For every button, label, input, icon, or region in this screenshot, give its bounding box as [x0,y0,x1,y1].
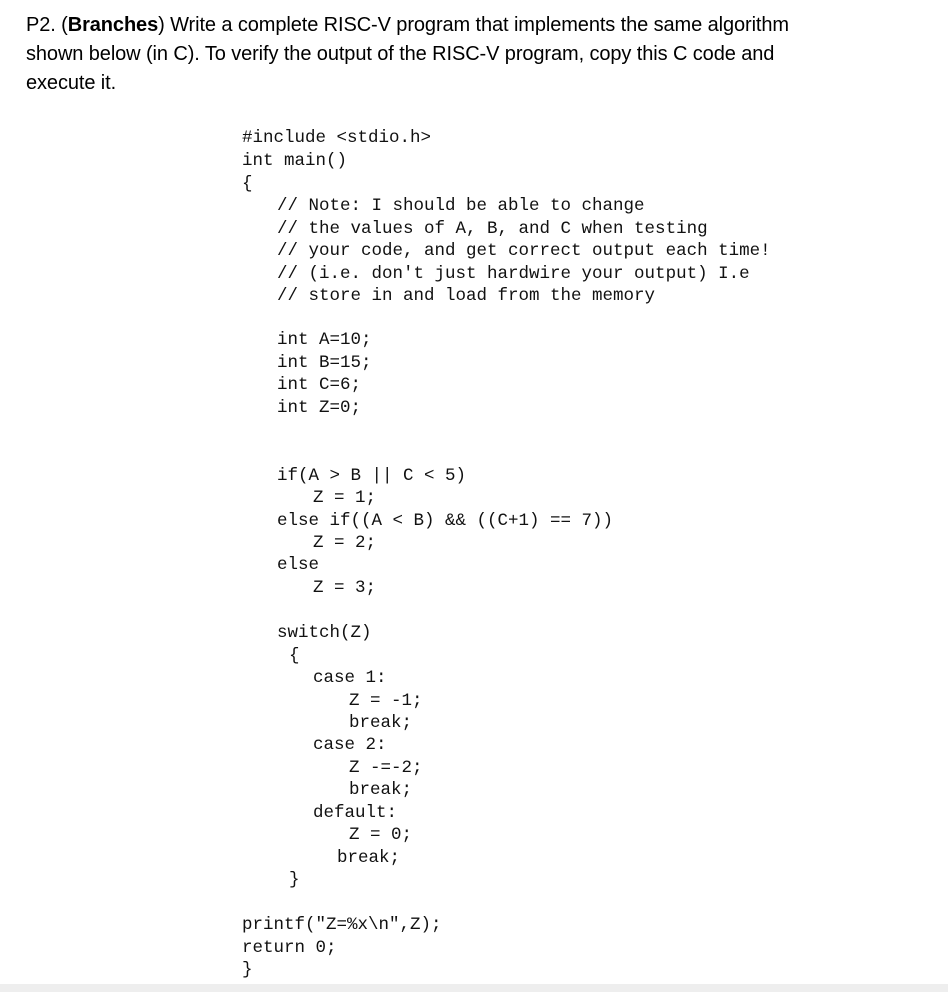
code-line-case-2-assign: Z -=-2; [349,758,423,778]
code-line-open-brace: { [242,174,253,194]
code-line-comment-3: // your code, and get correct output each time! [277,241,771,261]
code-line-case-1-break: break; [349,713,413,733]
prompt-line-1-text: ) Write a complete RISC-V program that implements the same algorithm [158,14,789,36]
prompt-line-2: shown below (in C). To verify the output of the RISC-V program, copy this C code and [26,43,775,65]
prompt-line-1 [26,11,926,40]
code-line-decl-c: int C=6; [277,375,362,395]
code-line-include: #include <stdio.h> [242,128,432,148]
code-line-z-3: Z = 3; [313,578,377,598]
code-line-else: else [277,555,320,575]
code-line-comment-5: // store in and load from the memory [277,286,656,306]
code-line-default-assign: Z = 0; [349,825,413,845]
code-line-decl-z: int Z=0; [277,398,362,418]
code-line-case-2-break: break; [349,780,413,800]
code-line-comment-2: // the values of A, B, and C when testing [277,219,708,239]
code-line-comment-1: // Note: I should be able to change [277,196,645,216]
code-line-return: return 0; [242,938,337,958]
problem-label-bold: Branches [67,14,159,36]
code-line-switch: switch(Z) [277,623,372,643]
code-line-z-2: Z = 2; [313,533,377,553]
problem-prompt [26,11,926,98]
code-line-decl-a: int A=10; [277,330,372,350]
code-line-case-1: case 1: [313,668,387,688]
page-bottom-edge [0,984,948,992]
code-line-switch-open-brace: { [289,646,300,666]
code-line-default: default: [313,803,398,823]
code-line-case-1-assign: Z = -1; [349,691,423,711]
code-line-printf: printf("Z=%x\n",Z); [242,915,442,935]
code-line-else-if: else if((A < B) && ((C+1) == 7)) [277,511,614,531]
code-line-main: int main() [242,151,348,171]
code-line-default-break: break; [337,848,401,868]
problem-label-prefix: P2. ( [26,14,68,36]
code-line-close-brace: } [242,960,253,980]
code-line-comment-4: // (i.e. don't just hardwire your output) I.e [277,264,750,284]
code-line-decl-b: int B=15; [277,353,372,373]
code-line-switch-close-brace: } [289,870,300,890]
code-line-if: if(A > B || C < 5) [277,466,467,486]
code-line-case-2: case 2: [313,735,387,755]
prompt-line-3: execute it. [26,72,117,94]
code-line-z-1: Z = 1; [313,488,377,508]
